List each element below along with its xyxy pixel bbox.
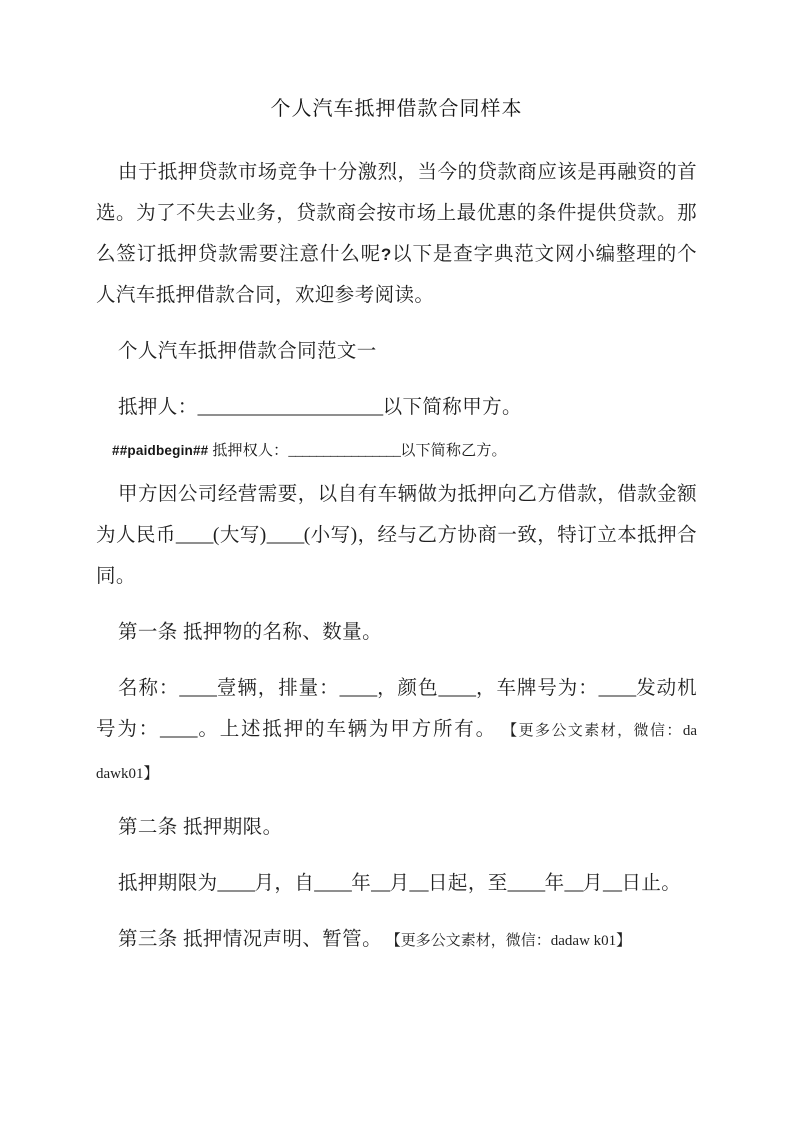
page-title: 个人汽车抵押借款合同样本 bbox=[270, 98, 523, 120]
loan-paragraph-tail: (小写)，经与乙方协商一致，特订立本抵押合同。 bbox=[96, 525, 698, 587]
credit-note-wechat-id: da dawk01 bbox=[96, 723, 698, 782]
document-body bbox=[96, 92, 697, 962]
vehicle-quantity-text: 壹辆，排量： bbox=[216, 678, 340, 699]
term-lead-label: 抵押期限为 bbox=[118, 873, 218, 894]
paid-begin-marker: ##paidbegin## bbox=[112, 443, 209, 458]
loan-amount-lowercase-blank[interactable]: ____ bbox=[266, 525, 304, 546]
term-months-blank[interactable]: ____ bbox=[217, 873, 255, 894]
vehicle-name-blank[interactable]: ____ bbox=[179, 678, 217, 699]
article-one-detail bbox=[96, 668, 697, 795]
article-three-heading bbox=[96, 919, 697, 962]
article-two-heading: 第二条 抵押期限。 bbox=[118, 817, 283, 838]
end-month-blank[interactable]: __ bbox=[564, 873, 584, 894]
credit-note-close-bracket: 】 bbox=[143, 766, 159, 782]
vehicle-ownership-text: 。上述抵押的车辆为甲方所有。 bbox=[196, 719, 497, 740]
mortgagee-label: 抵押权人： bbox=[212, 443, 289, 459]
spacer bbox=[96, 372, 697, 387]
vehicle-color-blank[interactable]: ____ bbox=[438, 678, 476, 699]
intro-paragraph-text: 由于抵押贷款市场竞争十分激烈，当今的贷款商应该是再融资的首选。为了不失去业务，贷款商会按市场上最优惠的条件提供贷款。那么签订抵押贷款需要注意什么呢 bbox=[96, 162, 697, 265]
credit-note-wechat-id: dadaw k01 bbox=[550, 933, 617, 949]
spacer bbox=[96, 140, 697, 152]
spacer bbox=[96, 653, 697, 668]
vehicle-displacement-blank[interactable]: ____ bbox=[339, 678, 377, 699]
spacer bbox=[96, 597, 697, 612]
start-month-blank[interactable]: __ bbox=[371, 873, 390, 894]
spacer bbox=[96, 462, 697, 474]
mortgagor-blank-field[interactable]: ____________________ bbox=[197, 397, 383, 418]
mortgagor-tail: 以下简称甲方。 bbox=[382, 397, 522, 418]
end-year-blank[interactable]: ____ bbox=[507, 873, 545, 894]
end-day-unit: 日止。 bbox=[621, 873, 682, 894]
vehicle-engine-blank[interactable]: ____ bbox=[159, 719, 197, 740]
start-month-unit: 月 bbox=[389, 873, 410, 894]
end-day-blank[interactable]: __ bbox=[602, 873, 622, 894]
loan-amount-uppercase-blank[interactable]: ____ bbox=[175, 525, 213, 546]
mortgagor-label: 抵押人： bbox=[118, 397, 198, 418]
loan-amount-uppercase-label: (大写) bbox=[212, 525, 267, 546]
loan-paragraph-lead: 甲方因公司经营需要，以自有车辆做为抵押向乙方借款，借款金额为人民币 bbox=[96, 484, 697, 546]
intro-question-mark: ? bbox=[380, 245, 392, 264]
mortgagee-blank-field[interactable]: ________________ bbox=[288, 443, 401, 459]
vehicle-name-label: 名称： bbox=[118, 678, 180, 699]
start-year-blank[interactable]: ____ bbox=[314, 873, 352, 894]
loan-paragraph bbox=[96, 474, 697, 597]
start-year-unit: 年 bbox=[351, 873, 372, 894]
credit-note-close-bracket: 】 bbox=[616, 933, 632, 949]
term-month-unit: 月，自 bbox=[254, 873, 315, 894]
vehicle-engine-label: 发动机号为： bbox=[96, 678, 698, 740]
vehicle-plate-blank[interactable]: ____ bbox=[598, 678, 636, 699]
start-day-blank[interactable]: __ bbox=[409, 873, 429, 894]
vehicle-plate-label: ，车牌号为： bbox=[475, 678, 599, 699]
credit-note-open-bracket: 【更多公文素材，微信： bbox=[385, 933, 551, 949]
end-year-unit: 年 bbox=[544, 873, 565, 894]
article-three-heading-text: 第三条 抵押情况声明、暂管。 bbox=[118, 929, 382, 950]
start-day-unit: 日起，至 bbox=[428, 873, 508, 894]
section-heading-sample-one: 个人汽车抵押借款合同范文一 bbox=[118, 341, 377, 362]
mortgagee-tail: 以下简称乙方。 bbox=[400, 443, 507, 459]
spacer bbox=[96, 848, 697, 863]
mortgagor-line bbox=[96, 387, 697, 428]
vehicle-color-label: ，颜色 bbox=[376, 678, 439, 699]
article-two-term-line bbox=[96, 863, 697, 904]
intro-paragraph bbox=[96, 152, 697, 316]
intro-paragraph-tail: 以下是查字典范文网小编整理的个人汽车抵押借款合同，欢迎参考阅读。 bbox=[96, 244, 697, 306]
credit-note-open-bracket: 【更多公文素材，微信： bbox=[502, 723, 683, 739]
spacer bbox=[96, 428, 697, 440]
article-one-heading: 第一条 抵押物的名称、数量。 bbox=[118, 622, 382, 643]
spacer bbox=[96, 904, 697, 919]
spacer bbox=[96, 795, 697, 807]
spacer bbox=[96, 316, 697, 331]
end-month-unit: 月 bbox=[583, 873, 603, 894]
mortgagee-line bbox=[96, 440, 697, 462]
